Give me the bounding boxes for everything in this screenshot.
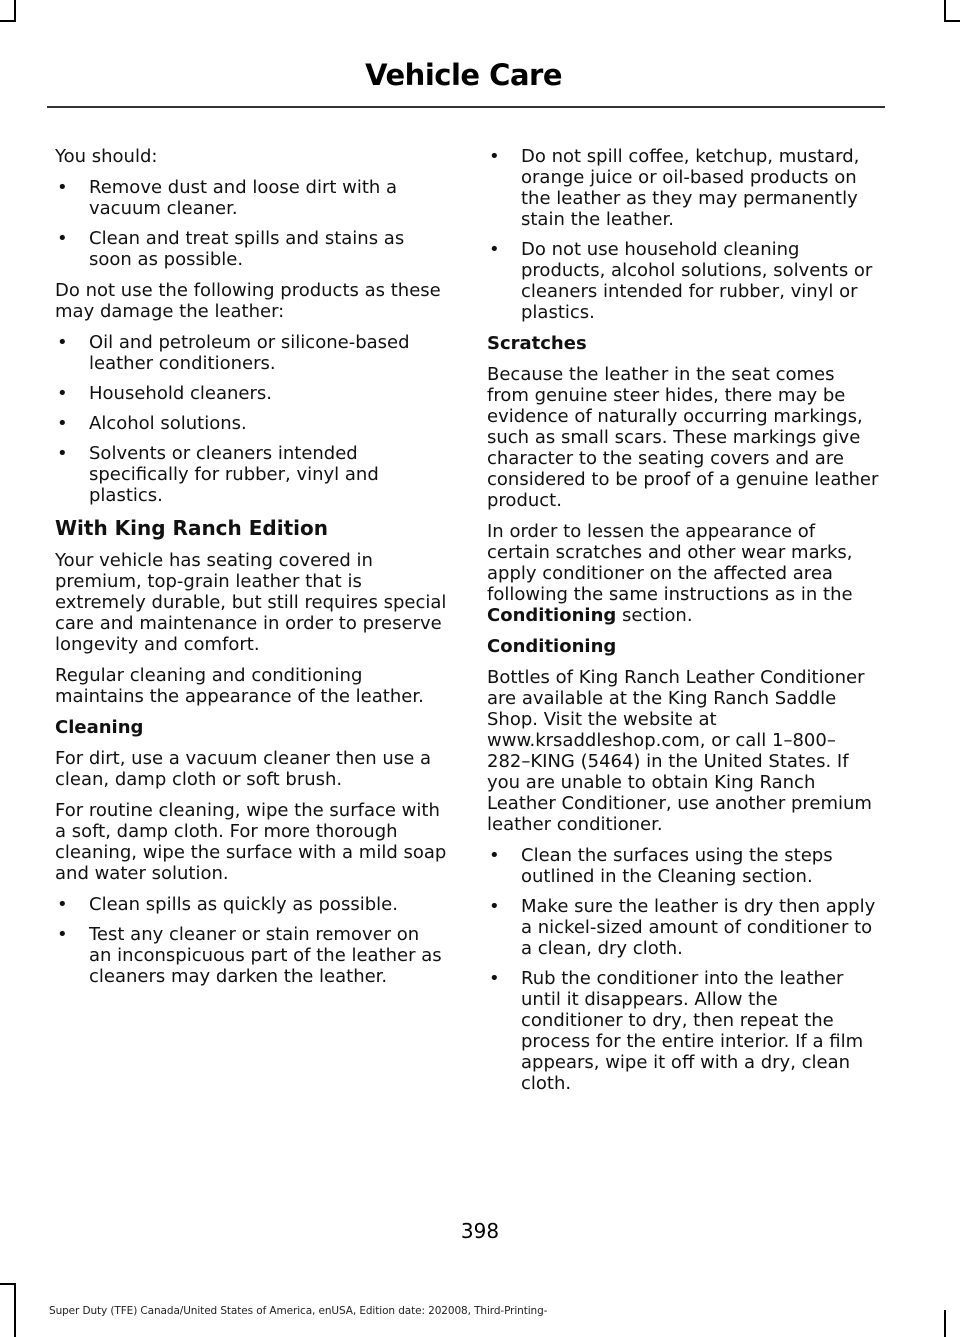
- warning-intro: Do not use the following products as these may damage the leather:: [55, 280, 441, 322]
- right-column: [487, 146, 879, 1104]
- regular-cleaning-paragraph: Regular cleaning and conditioning maintains the appearance of the leather.: [55, 665, 424, 707]
- crop-mark-bottom-left: [14, 1283, 16, 1337]
- should-list: [55, 177, 447, 270]
- page-number: 398: [460, 1219, 500, 1243]
- list-item: • Solvents or cleaners intended specifically for rubber, vinyl and plastics.: [55, 443, 447, 506]
- page-title: Vehicle Care: [365, 58, 562, 92]
- list-item: • Oil and petroleum or silicone-based leather conditioners.: [55, 332, 447, 374]
- intro-text: You should:: [55, 146, 158, 167]
- list-item: • Alcohol solutions.: [55, 413, 447, 434]
- routine-cleaning-paragraph: For routine cleaning, wipe the surface with a soft, damp cloth. For more thorough cleaning, wipe the surface with a mild soap and water solution.: [55, 800, 447, 884]
- list-item: • Rub the conditioner into the leather until it disappears. Allow the conditioner to dry, then repeat the process for the entire interior. If a film appears, wipe it off with a dry, clean cloth.: [487, 968, 879, 1094]
- list-item: • Do not use household cleaning products, alcohol solutions, solvents or cleaners intended for rubber, vinyl or plastics.: [487, 239, 879, 323]
- conditioning-reference: Conditioning: [487, 605, 617, 626]
- crop-mark-bottom-left-h: [0, 1283, 16, 1285]
- heading-conditioning: Conditioning: [487, 636, 617, 657]
- list-item: • Make sure the leather is dry then apply a nickel-sized amount of conditioner to a clean, dry cloth.: [487, 896, 879, 959]
- cleaning-list: [55, 894, 447, 987]
- header-divider: [47, 106, 885, 108]
- crop-mark-top-right-h: [944, 20, 960, 22]
- crop-mark-top-right: [944, 0, 946, 22]
- conditioning-list: [487, 845, 879, 1094]
- crop-mark-top-left: [14, 0, 16, 22]
- bottles-paragraph: Bottles of King Ranch Leather Conditioner are available at the King Ranch Saddle Shop. Visit the website at www.krsaddleshop.com, or call 1–800–282–KING (5464) in the United States. If you are unable to obtain King Ranch Leather Conditioner, use another premium leather conditioner.: [487, 667, 872, 835]
- list-item: • Do not spill coffee, ketchup, mustard, orange juice or oil-based products on the leather as they may permanently stain the leather.: [487, 146, 879, 230]
- crop-mark-bottom-right: [944, 1310, 946, 1337]
- dirt-paragraph: For dirt, use a vacuum cleaner then use a clean, damp cloth or soft brush.: [55, 748, 432, 790]
- heading-cleaning: Cleaning: [55, 717, 144, 738]
- lessen-text-b: section.: [616, 605, 693, 626]
- heading-scratches: Scratches: [487, 333, 587, 354]
- lessen-text-a: In order to lessen the appearance of certain scratches and other wear marks, apply conditioner on the affected area following the same instructions as in the: [487, 521, 853, 605]
- list-item: • Clean and treat spills and stains as soon as possible.: [55, 228, 447, 270]
- lessen-paragraph: [487, 521, 879, 626]
- list-item: • Clean spills as quickly as possible.: [55, 894, 447, 915]
- list-item: • Household cleaners.: [55, 383, 447, 404]
- crop-mark-top-left-h: [0, 20, 16, 22]
- list-item: • Test any cleaner or stain remover on an inconspicuous part of the leather as cleaners may darken the leather.: [55, 924, 447, 987]
- list-item: • Remove dust and loose dirt with a vacuum cleaner.: [55, 177, 447, 219]
- avoid-products-list: [55, 332, 447, 506]
- hides-paragraph: Because the leather in the seat comes from genuine steer hides, there may be evidence of naturally occurring markings, such as small scars. These markings give character to the seating covers and are considered to be proof of a genuine leather product.: [487, 364, 879, 511]
- seating-paragraph: Your vehicle has seating covered in premium, top-grain leather that is extremely durable, but still requires special care and maintenance in order to preserve longevity and comfort.: [55, 550, 447, 655]
- left-column: [55, 146, 447, 997]
- list-item: • Clean the surfaces using the steps outlined in the Cleaning section.: [487, 845, 879, 887]
- footer-edition-info: Super Duty (TFE) Canada/United States of America, enUSA, Edition date: 202008, Third-Printing-: [49, 1305, 548, 1317]
- heading-king-ranch: With King Ranch Edition: [55, 516, 328, 540]
- do-not-list: [487, 146, 879, 323]
